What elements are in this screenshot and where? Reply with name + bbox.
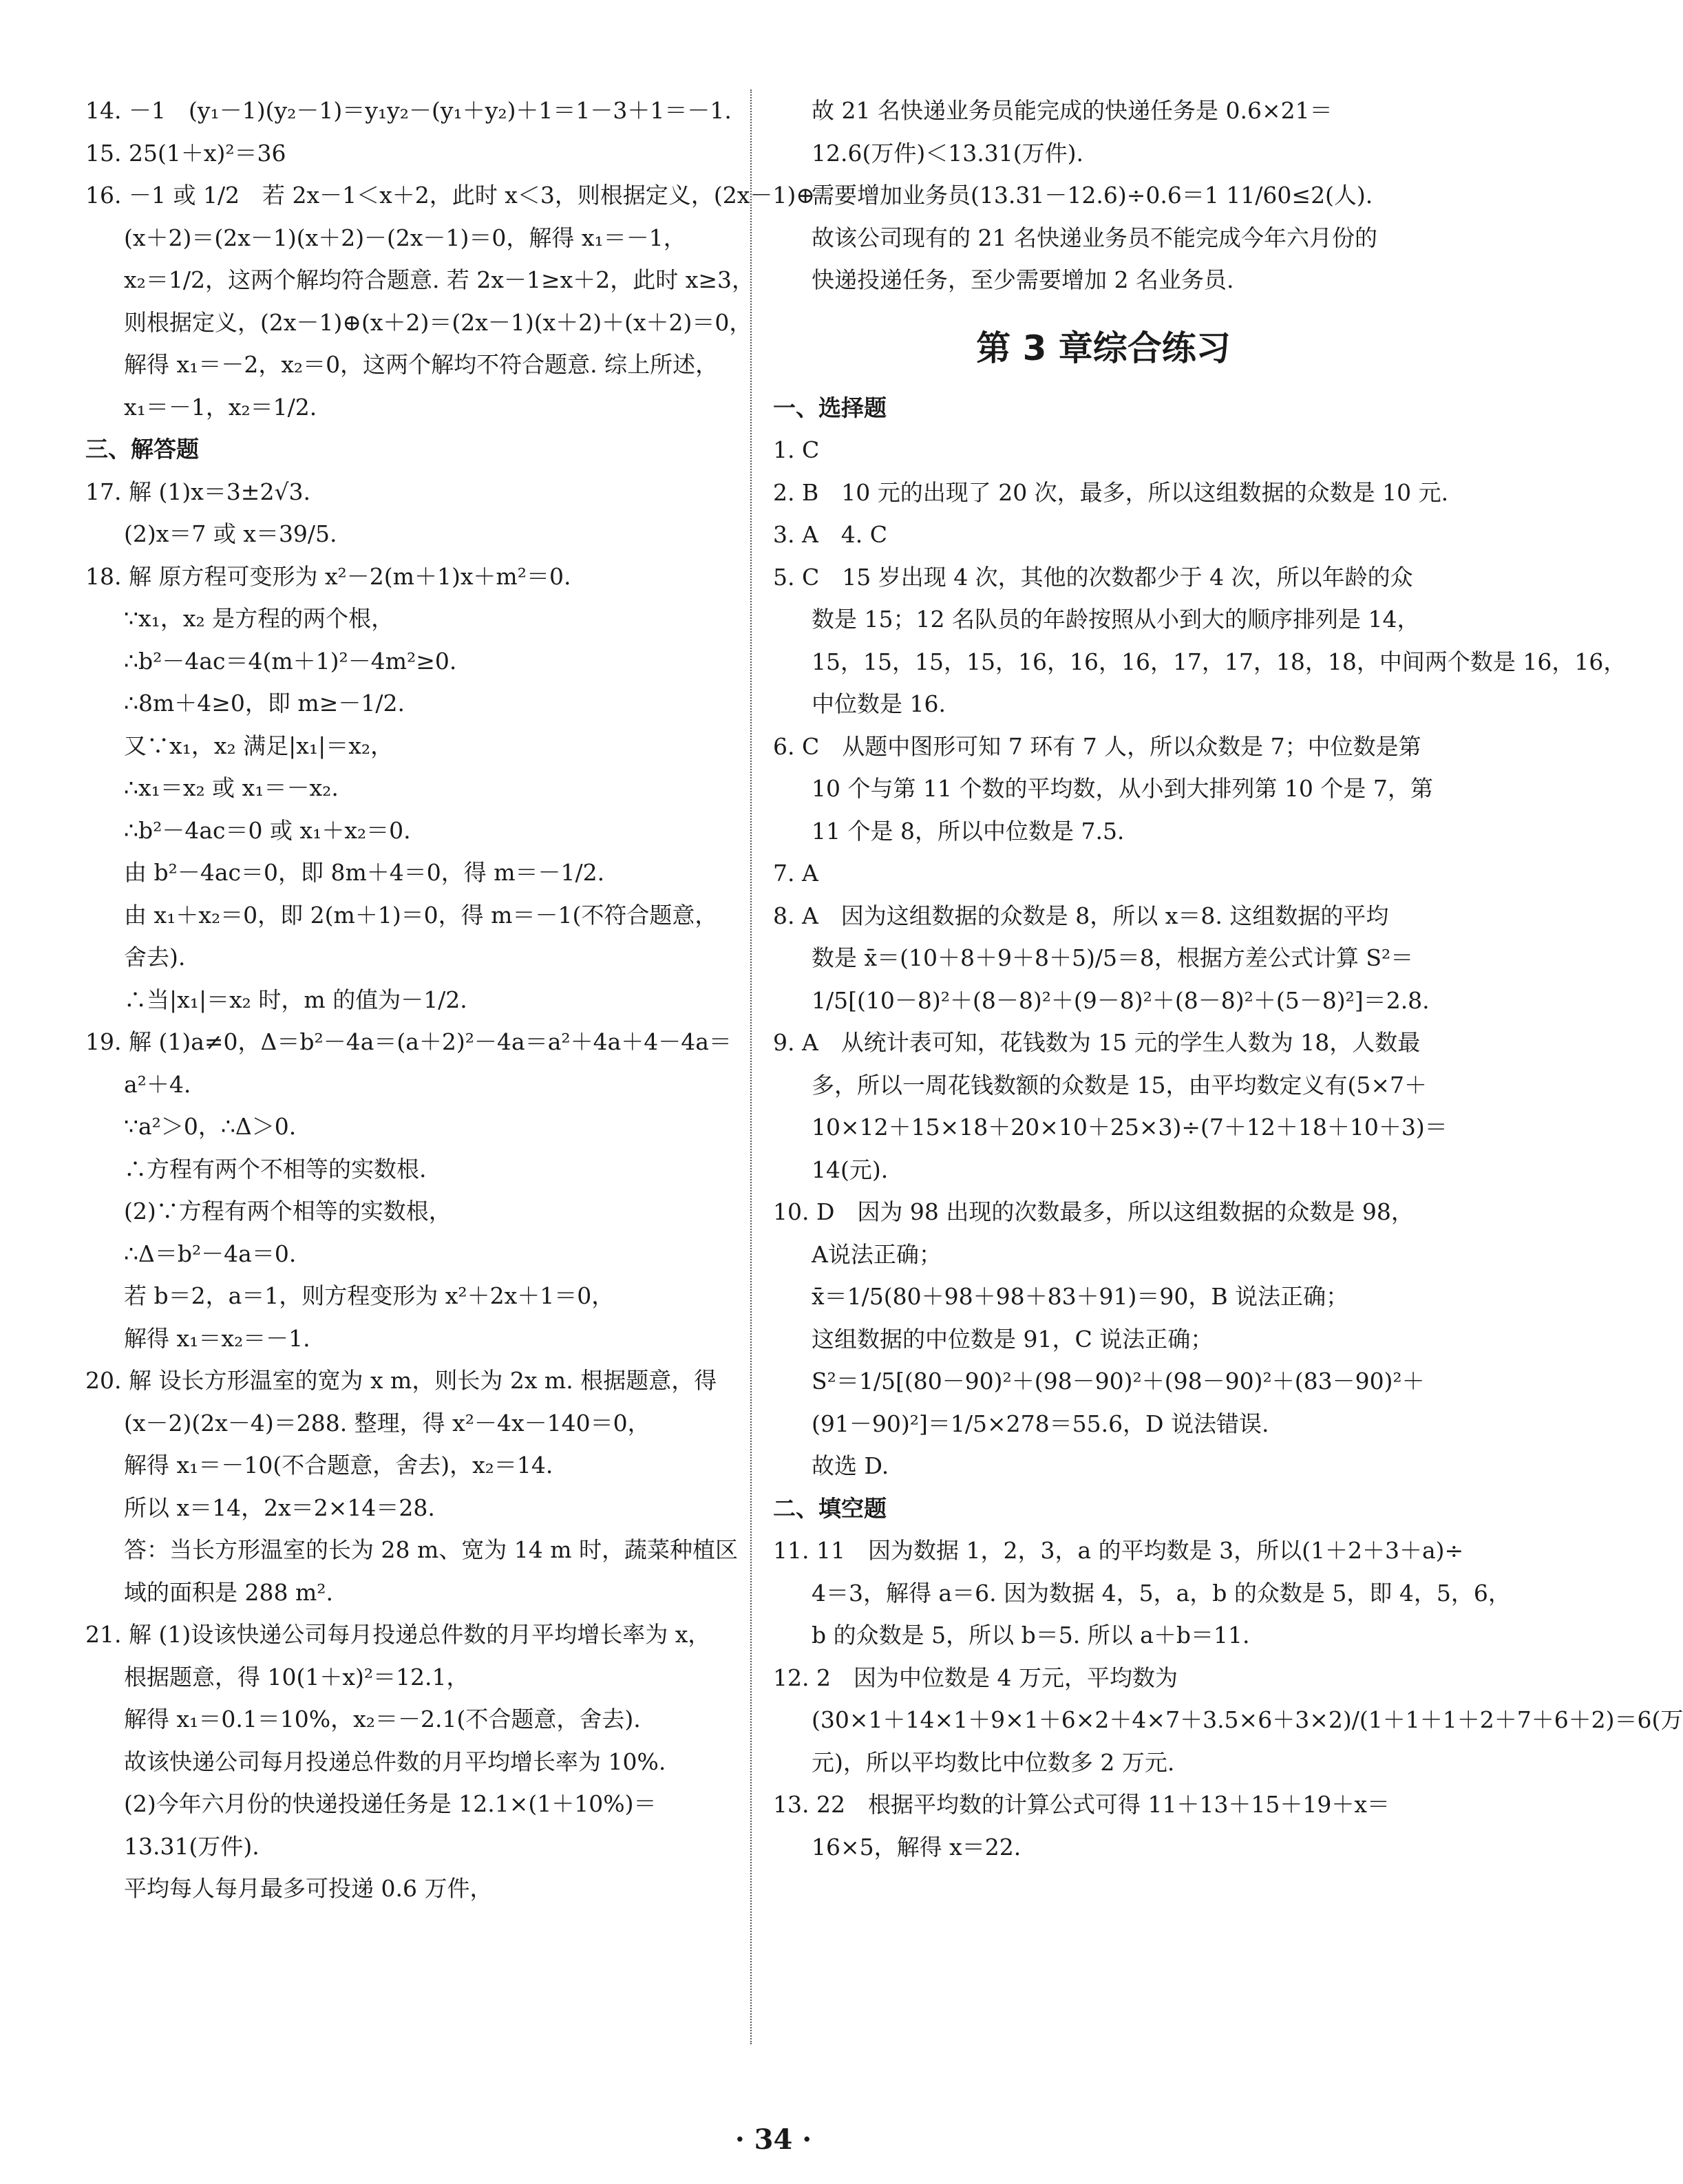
text-line: 17. 解 (1)x＝3±2√3. <box>85 478 310 505</box>
text-line: 需要增加业务员(13.31－12.6)÷0.6＝1 11/60≤2(人). <box>812 182 1373 209</box>
right-column-top <box>773 89 1434 301</box>
text-line: (x－2)(2x－4)＝288. 整理，得 x²－4x－140＝0， <box>124 1409 650 1436</box>
text-line: 数是 x̄＝(10＋8＋9＋8＋5)/5＝8，根据方差公式计算 S²＝ <box>812 944 1414 971</box>
text-line: 解得 x₁＝－2，x₂＝0，这两个解均不符合题意. 综上所述， <box>124 351 719 378</box>
text-line: 8. A 因为这组数据的众数是 8，所以 x＝8. 这组数据的平均 <box>773 902 1389 929</box>
text-line: ∴8m＋4≥0，即 m≥－1/2. <box>124 690 405 717</box>
text-line: 多，所以一周花钱数额的众数是 15，由平均数定义有(5×7＋ <box>812 1071 1427 1099</box>
text-line: 10×12＋15×18＋20×10＋25×3)÷(7＋12＋18＋10＋3)＝ <box>812 1114 1448 1141</box>
text-line: 3. A 4. C <box>773 521 888 548</box>
text-line: 11 个是 8，所以中位数是 7.5. <box>812 817 1125 845</box>
text-line: 答：当长方形温室的长为 28 m、宽为 14 m 时，蔬菜种植区 <box>124 1536 739 1563</box>
text-line: 故选 D. <box>812 1452 889 1479</box>
text-line: (2)今年六月份的快递投递任务是 12.1×(1＋10%)＝ <box>124 1790 657 1817</box>
text-line: b 的众数是 5，所以 b＝5. 所以 a＋b＝11. <box>812 1622 1250 1648</box>
text-line: 由 b²－4ac＝0，即 8m＋4＝0，得 m＝－1/2. <box>124 859 605 886</box>
text-line: 15，15，15，15，16，16，16，17，17，18，18，中间两个数是 16，16， <box>812 648 1627 675</box>
text-line: ∴b²－4ac＝0 或 x₁＋x₂＝0. <box>124 816 411 844</box>
text-line: 快递投递任务，至少需要增加 2 名业务员. <box>812 266 1234 293</box>
text-line: 21. 解 (1)设该快递公司每月投递总件数的月平均增长率为 x， <box>85 1621 711 1648</box>
text-line: (2)x＝7 或 x＝39/5. <box>124 520 337 547</box>
text-line: 12.6(万件)＜13.31(万件). <box>812 139 1083 167</box>
text-line: 18. 解 原方程可变形为 x²－2(m＋1)x＋m²＝0. <box>85 562 571 590</box>
right-column <box>773 89 1683 1868</box>
text-line: 12. 2 因为中位数是 4 万元，平均数为 <box>773 1664 1178 1691</box>
text-line: 4＝3，解得 a＝6. 因为数据 4，5，a，b 的众数是 5，即 4，5，6， <box>812 1579 1511 1607</box>
text-line: 6. C 从题中图形可知 7 环有 7 人，所以众数是 7；中位数是第 <box>773 732 1421 760</box>
text-line: 解得 x₁＝0.1＝10%，x₂＝－2.1(不合题意，舍去). <box>124 1706 641 1732</box>
section-heading: 一、选择题 <box>773 394 887 421</box>
text-line: 解得 x₁＝x₂＝－1. <box>124 1324 310 1352</box>
text-line: 元)，所以平均数比中位数多 2 万元. <box>812 1748 1175 1776</box>
text-line: (x＋2)＝(2x－1)(x＋2)－(2x－1)＝0，解得 x₁＝－1， <box>124 224 686 251</box>
text-line: 10. D 因为 98 出现的次数最多，所以这组数据的众数是 98， <box>773 1198 1414 1225</box>
text-line: 13.31(万件). <box>124 1832 260 1860</box>
text-line: 域的面积是 288 m². <box>124 1578 333 1606</box>
text-line: 14(元). <box>812 1156 889 1183</box>
text-line: 16. －1 或 1/2 若 2x－1＜x＋2，此时 x＜3，则根据定义，(2x－1)⊕ <box>85 182 815 209</box>
text-line: 若 b＝2，a＝1，则方程变形为 x²＋2x＋1＝0， <box>124 1282 615 1309</box>
text-line: 故 21 名快递业务员能完成的快递任务是 0.6×21＝ <box>812 97 1333 124</box>
page-number: · 34 · <box>734 2123 812 2156</box>
text-line: 根据题意，得 10(1＋x)²＝12.1， <box>124 1663 469 1690</box>
text-line: 故该快递公司每月投递总件数的月平均增长率为 10%. <box>124 1748 666 1775</box>
section-heading: 二、填空题 <box>773 1494 887 1522</box>
text-line: a²＋4. <box>124 1070 191 1098</box>
text-line: ∴x₁＝x₂ 或 x₁＝－x₂. <box>124 774 339 801</box>
section-heading: 三、解答题 <box>85 436 199 463</box>
text-line: ∴当|x₁|＝x₂ 时，m 的值为－1/2. <box>124 986 467 1013</box>
text-line: S²＝1/5[(80－90)²＋(98－90)²＋(98－90)²＋(83－90)²＋ <box>812 1368 1425 1395</box>
text-line: 又∵x₁，x₂ 满足|x₁|＝x₂， <box>124 732 394 759</box>
text-line: x₂＝1/2，这两个解均符合题意. 若 2x－1≥x＋2，此时 x≥3， <box>124 266 755 293</box>
text-line: (2)∵方程有两个相等的实数根， <box>124 1198 452 1224</box>
text-line: (91－90)²]＝1/5×278＝55.6，D 说法错误. <box>812 1410 1269 1437</box>
text-line: 14. －1 (y₁－1)(y₂－1)＝y₁y₂－(y₁＋y₂)＋1＝1－3＋1＝－1. <box>85 97 732 124</box>
text-line: 舍去). <box>124 944 186 971</box>
text-line: 1/5[(10－8)²＋(8－8)²＋(9－8)²＋(8－8)²＋(5－8)²]＝2.8. <box>812 986 1430 1014</box>
text-line: 故该公司现有的 21 名快递业务员不能完成今年六月份的 <box>812 224 1377 251</box>
text-line: x̄＝1/5(80＋98＋98＋83＋91)＝90，B 说法正确； <box>812 1283 1349 1310</box>
text-line: ∵x₁，x₂ 是方程的两个根， <box>124 605 394 632</box>
text-line: ∴b²－4ac＝4(m＋1)²－4m²≥0. <box>124 647 457 675</box>
text-line: 所以 x＝14，2x＝2×14＝28. <box>124 1494 435 1521</box>
text-line: 这组数据的中位数是 91，C 说法正确； <box>812 1325 1214 1353</box>
text-line: 中位数是 16. <box>812 690 946 717</box>
text-line: 20. 解 设长方形温室的宽为 x m，则长为 2x m. 根据题意，得 <box>85 1367 717 1394</box>
text-line: 10 个与第 11 个数的平均数，从小到大排列第 10 个是 7，第 <box>812 775 1433 802</box>
text-line: 19. 解 (1)a≠0，Δ＝b²－4a＝(a＋2)²－4a＝a²＋4a＋4－4a＝ <box>85 1028 732 1055</box>
chapter-title: 第 3 章综合练习 <box>976 328 1231 368</box>
text-line: 平均每人每月最多可投递 0.6 万件， <box>124 1875 493 1902</box>
right-column-bottom <box>773 387 1683 1869</box>
text-line: 15. 25(1＋x)²＝36 <box>85 139 286 167</box>
text-line: ∵a²＞0，∴Δ＞0. <box>124 1113 297 1140</box>
text-line: (30×1＋14×1＋9×1＋6×2＋4×7＋3.5×6＋3×2)/(1＋1＋1＋2＋7＋6＋2)＝6(万 <box>812 1706 1683 1733</box>
text-line: 5. C 15 岁出现 4 次，其他的次数都少于 4 次，所以年龄的众 <box>773 563 1413 591</box>
text-line: 2. B 10 元的出现了 20 次，最多，所以这组数据的众数是 10 元. <box>773 478 1449 506</box>
text-line: ∴方程有两个不相等的实数根. <box>124 1155 427 1183</box>
text-line: 数是 15；12 名队员的年龄按照从小到大的顺序排列是 14， <box>812 606 1420 633</box>
text-line: 13. 22 根据平均数的计算公式可得 11＋13＋15＋19＋x＝ <box>773 1791 1390 1818</box>
column-divider <box>750 89 752 2044</box>
text-line: ∴Δ＝b²－4a＝0. <box>124 1240 297 1267</box>
text-line: 11. 11 因为数据 1，2，3，a 的平均数是 3，所以(1＋2＋3＋a)÷ <box>773 1537 1464 1564</box>
text-line: 1. C <box>773 436 820 463</box>
text-line: 由 x₁＋x₂＝0，即 2(m＋1)＝0，得 m＝－1(不符合题意， <box>124 901 718 929</box>
text-line: 则根据定义，(2x－1)⊕(x＋2)＝(2x－1)(x＋2)＋(x＋2)＝0， <box>124 308 752 336</box>
text-line: 9. A 从统计表可知，花钱数为 15 元的学生人数为 18，人数最 <box>773 1029 1421 1056</box>
text-line: 16×5，解得 x＝22. <box>812 1833 1022 1860</box>
text-line: A说法正确； <box>812 1240 942 1268</box>
text-line: 解得 x₁＝－10(不合题意，舍去)，x₂＝14. <box>124 1452 553 1478</box>
text-line: 7. A <box>773 860 818 887</box>
text-line: x₁＝－1，x₂＝1/2. <box>124 393 317 421</box>
